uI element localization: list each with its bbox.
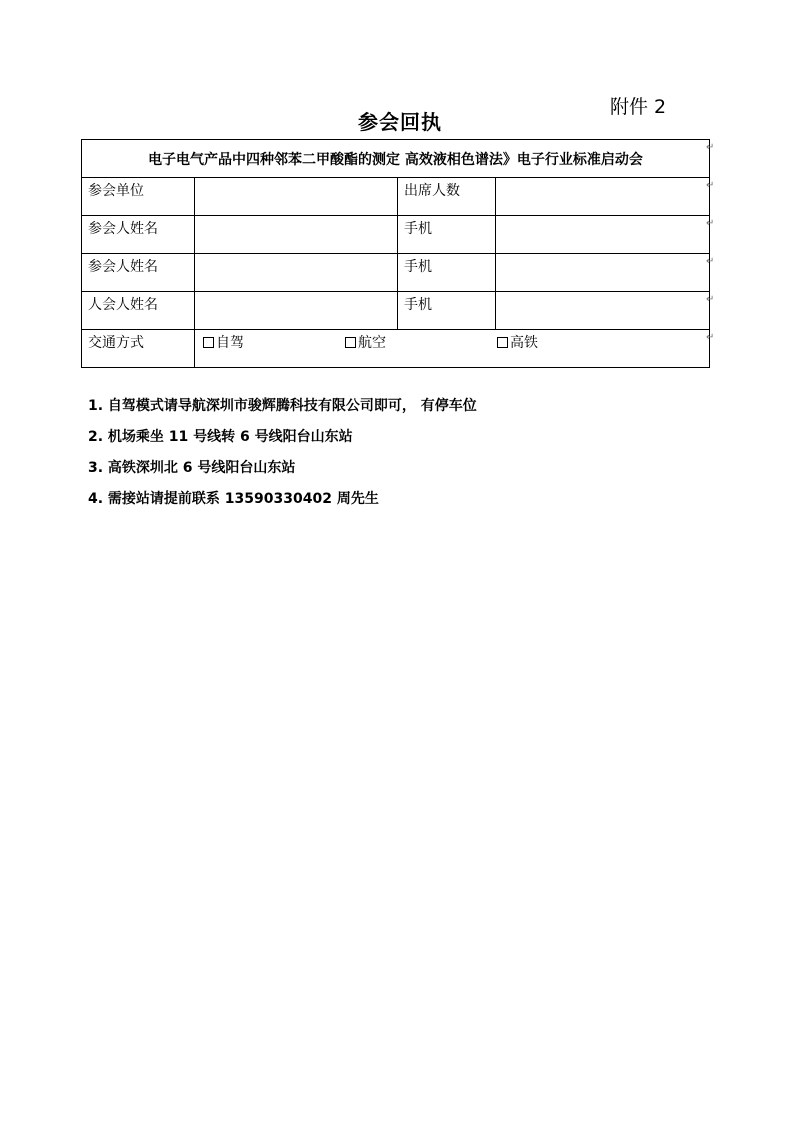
- form-header: 电子电气产品中四种邻苯二甲酸酯的测定 高效液相色谱法》电子行业标准启动会: [82, 140, 710, 178]
- paragraph-mark-icon: ↵: [706, 332, 715, 343]
- transport-option-rail[interactable]: [497, 332, 538, 352]
- field-attendee-name-2[interactable]: [195, 254, 398, 292]
- form-row-attendee-2: [82, 254, 710, 292]
- label-transport: 交通方式: [82, 330, 195, 368]
- note-4: 4. 需接站请提前联系 13590330402 周先生: [88, 491, 379, 507]
- checkbox-icon[interactable]: [345, 337, 356, 348]
- paragraph-mark-icon: ↵: [706, 256, 715, 267]
- option-label-rail: 高铁: [510, 335, 538, 351]
- field-attendee-count[interactable]: [496, 178, 710, 216]
- field-phone-1[interactable]: [496, 216, 710, 254]
- paragraph-mark-icon: ↵: [706, 294, 715, 305]
- attachment-label: 附件 2: [610, 96, 667, 118]
- label-phone-3: 手机: [398, 292, 496, 330]
- transport-option-air[interactable]: [345, 332, 386, 352]
- label-phone-2: 手机: [398, 254, 496, 292]
- label-attendee-count: 出席人数: [398, 178, 496, 216]
- option-label-drive: 自驾: [216, 335, 244, 351]
- label-attendee-name-1: 参会人姓名: [82, 216, 195, 254]
- label-unit: 参会单位: [82, 178, 195, 216]
- paragraph-mark-icon: ↵: [706, 142, 715, 153]
- paragraph-mark-icon: ↵: [706, 180, 715, 191]
- form-row-transport: [82, 330, 710, 368]
- note-2: 2. 机场乘坐 11 号线转 6 号线阳台山东站: [88, 429, 353, 445]
- option-label-air: 航空: [358, 335, 386, 351]
- note-1: 1. 自驾模式请导航深圳市骏辉腾科技有限公司即可， 有停车位: [88, 398, 477, 414]
- paragraph-mark-icon: ↵: [706, 218, 715, 229]
- field-unit[interactable]: [195, 178, 398, 216]
- form-header-row: [82, 140, 710, 178]
- checkbox-icon[interactable]: [497, 337, 508, 348]
- field-phone-2[interactable]: [496, 254, 710, 292]
- transport-options: [195, 330, 710, 368]
- field-attendee-name-1[interactable]: [195, 216, 398, 254]
- checkbox-icon[interactable]: [203, 337, 214, 348]
- transport-option-drive[interactable]: [203, 332, 244, 352]
- field-attendee-name-3[interactable]: [195, 292, 398, 330]
- page-title: 参会回执: [358, 110, 442, 134]
- form-row-unit: [82, 178, 710, 216]
- form-row-attendee-1: [82, 216, 710, 254]
- notes-list: [88, 394, 477, 518]
- form-row-attendee-3: [82, 292, 710, 330]
- label-attendee-name-2: 参会人姓名: [82, 254, 195, 292]
- label-attendee-name-3: 人会人姓名: [82, 292, 195, 330]
- note-3: 3. 高铁深圳北 6 号线阳台山东站: [88, 460, 296, 476]
- reply-form-table: [81, 139, 710, 368]
- label-phone-1: 手机: [398, 216, 496, 254]
- field-phone-3[interactable]: [496, 292, 710, 330]
